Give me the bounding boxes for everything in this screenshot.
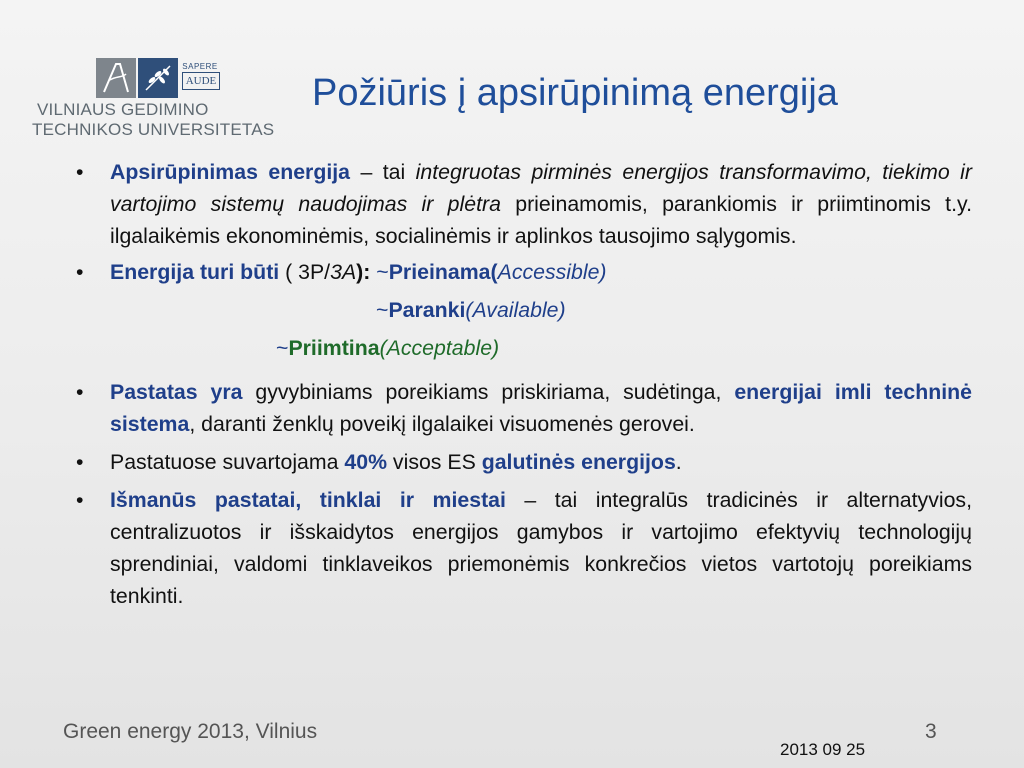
tilde: ~	[276, 336, 289, 360]
bullet-list	[76, 156, 972, 612]
term-accessible-en: Accessible)	[497, 260, 607, 284]
bullet-lead: Pastatas yra	[110, 380, 243, 404]
bullet-item-smart-buildings	[76, 484, 972, 612]
bullet-text: ( 3P/	[279, 260, 331, 284]
bullet-item-building	[76, 376, 972, 440]
bullet-bold: energijai imli techninė sistema	[110, 380, 972, 436]
bullet-text: – tai	[350, 160, 416, 184]
bullet-icon: •	[76, 380, 84, 404]
logo-mark-gray	[96, 58, 136, 98]
sub-item-acceptable	[76, 332, 972, 376]
page-number: 3	[925, 720, 937, 743]
footer-event: Green energy 2013, Vilnius	[63, 720, 318, 743]
bullet-icon: •	[76, 450, 84, 474]
bullet-bold: galutinės energijos	[481, 450, 676, 474]
term-available-en: (Available)	[465, 298, 566, 322]
bullet-text: prieinamomis, parankiomis ir priimtinomis t.y. ilgalaikėmis ekonominėmis, socialinėmis ir aplinkos tausojimo sąlygomis.	[110, 192, 972, 248]
bullet-icon: •	[76, 488, 84, 512]
footer-date: 2013 09 25	[780, 740, 866, 759]
sub-item-available	[76, 288, 972, 332]
bullet-lead: Energija turi būti	[110, 260, 280, 284]
term-acceptable: Priimtina	[288, 336, 380, 360]
university-logo	[32, 56, 292, 144]
bullet-lead: Apsirūpinimas energija	[110, 160, 351, 184]
bullet-italic: integruotas pirminės energijos transformavimo, tiekimo ir vartojimo sistemų naudojimas ir plėtra	[110, 160, 973, 216]
bullet-text: ):	[356, 260, 371, 284]
bullet-text: Pastatuose suvartojama	[110, 450, 345, 474]
bullet-text: .	[675, 450, 682, 474]
bullet-text: visos ES	[387, 450, 482, 474]
logo-text-line1: VILNIAUS GEDIMINO	[37, 100, 209, 119]
bullet-item-eu-consumption	[76, 446, 972, 478]
logo-text-line2: TECHNIKOS UNIVERSITETAS	[32, 120, 275, 139]
logo-sapere: SAPERE	[182, 62, 218, 71]
bullet-italic: 3A	[330, 260, 357, 284]
bullet-icon: •	[76, 260, 84, 284]
term-available: Paranki	[388, 298, 466, 322]
slide-title: Požiūris į apsirūpinimą energija	[312, 72, 838, 114]
term-acceptable-en: (Acceptable)	[379, 336, 500, 360]
bullet-icon: •	[76, 160, 84, 184]
bullet-lead: Išmanūs pastatai, tinklai ir miestai	[110, 488, 506, 512]
bullet-text: gyvybiniams poreikiams priskiriama, sudėtinga,	[242, 380, 735, 404]
logo-aude: AUDE	[182, 72, 220, 90]
tilde: ~	[370, 260, 389, 284]
bullet-bold: 40%	[344, 450, 388, 474]
term-accessible: Prieinama(	[388, 260, 498, 284]
bullet-text: , daranti ženklų poveikį ilgalaikei visuomenės gerovei.	[189, 412, 695, 436]
tilde: ~	[376, 298, 389, 322]
bullet-text: – tai integralūs tradicinės ir alternatyvios, centralizuotos ir išskaidytos energijos gamybos ir vartojimo efektyvių technologijų sprendiniai, valdomi tinklaveikos priemonėmis konkrečios vietos vartotojų poreikiams tenkinti.	[110, 488, 972, 608]
logo-mark-olive-branch-icon	[138, 58, 178, 98]
bullet-item-energy-must-be	[76, 256, 972, 288]
bullet-item-energy-supply	[76, 156, 972, 252]
